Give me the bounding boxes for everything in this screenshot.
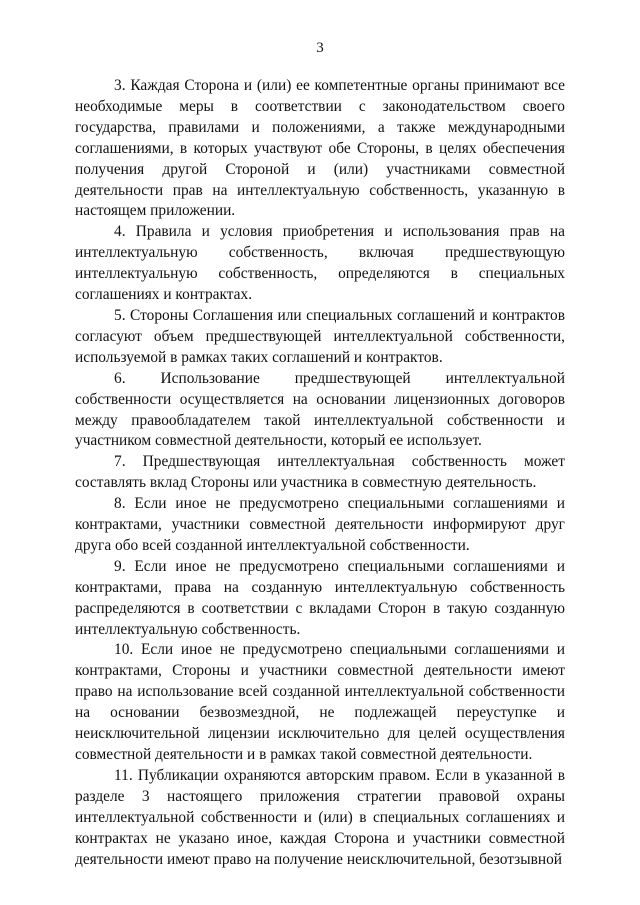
paragraph-11: 11. Публикации охраняются авторским правом. Если в указанной в разделе 3 настоящего приложения стратегии правовой охраны интеллектуальной собственности и (или) в специальных соглашениях и контрактах не указано иное, каждая Сторона и участники совместной деятельности имеют право на получение неисключительной, безотзывной bbox=[75, 766, 565, 868]
paragraph-10: 10. Если иное не предусмотрено специальными соглашениями и контрактами, Стороны и участники совместной деятельности имеют право на использование всей созданной интеллектуальной собственности на основании безвозмездной, не подлежащей переуступке и неисключительной лицензии исключительно для целей осуществления совместной деятельности и в рамках такой совместной деятельности. bbox=[75, 641, 565, 763]
paragraph-4: 4. Правила и условия приобретения и использования прав на интеллектуальную собственность, включая предшествующую интеллектуальную собственность, определяются в специальных соглашениях и контрактах. bbox=[75, 223, 565, 304]
document-body bbox=[75, 76, 565, 870]
paragraph-5: 5. Стороны Соглашения или специальных соглашений и контрактов согласуют объем предшествующей интеллектуальной собственности, используемой в рамках таких соглашений и контрактов. bbox=[75, 306, 565, 366]
page-number: 3 bbox=[316, 40, 324, 56]
paragraph-6: 6. Использование предшествующей интеллектуальной собственности осуществляется на основании лицензионных договоров между правообладателем такой интеллектуальной собственности и участником совместной деятельности, который ее использует. bbox=[75, 369, 565, 450]
paragraph-9: 9. Если иное не предусмотрено специальными соглашениями и контрактами, права на созданную интеллектуальную собственность распределяются в соответствии с вкладами Сторон в такую созданную интеллектуальную собственность. bbox=[75, 557, 565, 638]
paragraph-7: 7. Предшествующая интеллектуальная собственность может составлять вклад Стороны или участника в совместную деятельность. bbox=[75, 453, 565, 492]
paragraph-8: 8. Если иное не предусмотрено специальными соглашениями и контрактами, участники совместной деятельности информируют друг друга обо всей созданной интеллектуальной собственности. bbox=[75, 495, 565, 554]
paragraph-3: 3. Каждая Сторона и (или) ее компетентные органы принимают все необходимые меры в соответствии с законодательством своего государства, правилами и положениями, а также международными соглашениями, в которых участвуют обе Стороны, в целях обеспечения получения другой Стороной и (или) участниками совместной деятельности прав на интеллектуальную собственность, указанную в настоящем приложении. bbox=[75, 77, 565, 220]
